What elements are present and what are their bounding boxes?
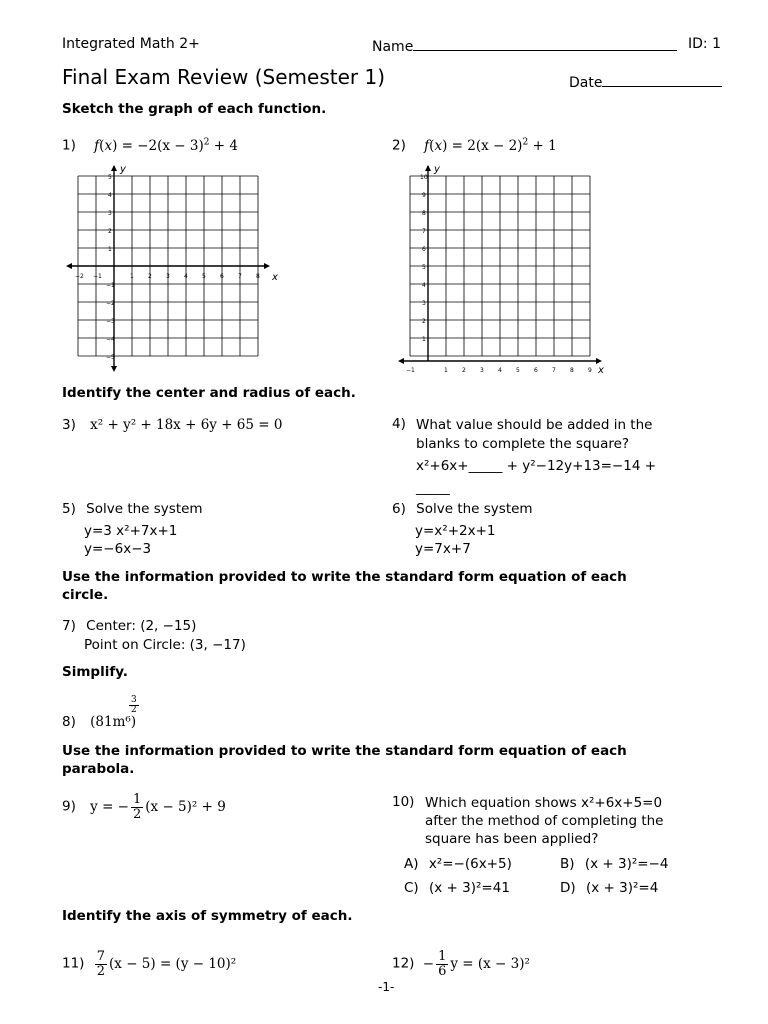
y-tick: 3 bbox=[422, 300, 426, 307]
x-tick: 5 bbox=[516, 367, 520, 374]
arrow-up-icon bbox=[425, 165, 431, 171]
axis-equation bbox=[93, 949, 237, 979]
choice-label: D) bbox=[560, 880, 576, 896]
y-tick: 1 bbox=[422, 336, 426, 343]
x-tick: 5 bbox=[202, 273, 206, 280]
y-tick: 2 bbox=[422, 318, 426, 325]
question-2: 2) $f(x) = 2(x - 2)^2 + 1$ bbox=[392, 137, 557, 154]
x-tick: 3 bbox=[166, 273, 170, 280]
x-axis-label: x bbox=[598, 365, 604, 374]
y-tick: 1 bbox=[108, 246, 112, 253]
eq-suffix: (x − 5) = (y − 10)² bbox=[109, 955, 237, 972]
y-tick: −5 bbox=[106, 354, 115, 361]
choice-equation: (x + 3)²=−4 bbox=[584, 856, 669, 872]
eq-suffix: (x − 5)² + 9 bbox=[145, 798, 226, 815]
choice-d[interactable] bbox=[560, 880, 658, 896]
y-tick: −3 bbox=[106, 318, 115, 325]
question-11 bbox=[62, 950, 236, 978]
question-number: 9) bbox=[62, 798, 76, 815]
fraction-denominator: 2 bbox=[133, 806, 142, 822]
y-tick: 4 bbox=[108, 192, 112, 199]
x-tick: 8 bbox=[256, 273, 260, 280]
question-6-text: Solve the system bbox=[416, 501, 533, 517]
date-label: Date bbox=[569, 75, 603, 91]
func-name: f bbox=[424, 137, 430, 154]
choice-equation: x²=−(6x+5) bbox=[428, 856, 512, 872]
x-tick: 4 bbox=[498, 367, 502, 374]
graph-2-grid[interactable] bbox=[394, 162, 612, 374]
x-tick: 4 bbox=[184, 273, 188, 280]
y-tick: 7 bbox=[422, 228, 426, 235]
x-tick: −2 bbox=[75, 273, 84, 280]
question-4 bbox=[392, 416, 406, 432]
question-number: 5) bbox=[62, 501, 76, 517]
id-label: ID: 1 bbox=[688, 36, 721, 52]
question-number: 4) bbox=[392, 416, 406, 432]
question-4-equation: x²+6x+_____ + y²−12y+13=−14 + _____ bbox=[416, 458, 657, 496]
question-number: 8) bbox=[62, 714, 76, 730]
fractional-exponent bbox=[127, 695, 141, 715]
func-arg: x bbox=[434, 137, 443, 154]
fraction-denominator: 2 bbox=[96, 963, 106, 979]
choice-a[interactable] bbox=[404, 856, 512, 872]
x-tick: 7 bbox=[552, 367, 556, 374]
choice-equation: (x + 3)²=4 bbox=[585, 880, 659, 896]
eq-suffix: y = (x − 3)² bbox=[450, 955, 530, 972]
section-parabola-info: Use the information provided to write the standard form equation of each parabola. bbox=[62, 743, 627, 777]
exponent-numerator: 3 bbox=[131, 694, 137, 705]
fraction-numerator: 1 bbox=[438, 949, 447, 964]
y-tick: −2 bbox=[106, 300, 115, 307]
x-tick: 1 bbox=[444, 367, 448, 374]
circle-equation: x² + y² + 18x + 6y + 65 = 0 bbox=[90, 417, 283, 433]
question-10 bbox=[392, 794, 414, 810]
y-tick: 9 bbox=[422, 192, 426, 199]
question-number: 11) bbox=[62, 955, 85, 972]
y-tick: 3 bbox=[108, 210, 112, 217]
question-number: 3) bbox=[62, 417, 76, 433]
choice-c[interactable] bbox=[404, 880, 510, 896]
system-eq-1: y=x²+2x+1 bbox=[415, 523, 496, 539]
y-tick: −1 bbox=[106, 282, 115, 289]
graph-1-grid[interactable] bbox=[62, 162, 280, 374]
question-10-text: Which equation shows x²+6x+5=0 after the method of completing the square has been applied? bbox=[425, 795, 664, 847]
page-number: -1- bbox=[378, 980, 395, 994]
func-body: = −2(x − 3) bbox=[121, 137, 204, 154]
x-tick: −1 bbox=[93, 273, 102, 280]
section-center-radius: Identify the center and radius of each. bbox=[62, 385, 356, 401]
x-tick: 7 bbox=[238, 273, 242, 280]
func-arg: x bbox=[104, 137, 113, 154]
question-5 bbox=[62, 501, 203, 517]
arrow-right-icon bbox=[596, 358, 602, 364]
axis-equation bbox=[422, 949, 530, 979]
question-6 bbox=[392, 501, 533, 517]
exponent-denominator: 2 bbox=[131, 705, 137, 715]
section-simplify: Simplify. bbox=[62, 664, 128, 680]
question-8 bbox=[62, 714, 136, 730]
date-field[interactable] bbox=[569, 72, 722, 91]
fraction-numerator: 1 bbox=[133, 792, 142, 807]
x-tick: −1 bbox=[406, 367, 415, 374]
fraction-denominator: 6 bbox=[438, 963, 447, 979]
func-tail: + 4 bbox=[209, 137, 238, 154]
course-name: Integrated Math 2+ bbox=[62, 36, 200, 52]
parabola-equation bbox=[90, 792, 226, 822]
circle-center: Center: (2, −15) bbox=[86, 618, 197, 634]
question-9 bbox=[62, 793, 226, 821]
arrow-left-icon bbox=[66, 263, 72, 269]
question-number: 10) bbox=[392, 794, 415, 810]
question-number: 1) bbox=[62, 137, 76, 154]
section-axis-symmetry: Identify the axis of symmetry of each. bbox=[62, 908, 353, 924]
exponent: 2 bbox=[522, 137, 529, 147]
question-number: 2) bbox=[392, 137, 406, 154]
question-1: 1) $f(x) = -2(x - 3)^2 + 4$ bbox=[62, 137, 238, 154]
choice-label: C) bbox=[404, 880, 419, 896]
question-5-text: Solve the system bbox=[86, 501, 203, 517]
arrow-down-icon bbox=[111, 366, 117, 372]
circle-point: Point on Circle: (3, −17) bbox=[84, 637, 246, 653]
fraction-numerator: 7 bbox=[96, 949, 106, 964]
y-tick: −4 bbox=[106, 336, 115, 343]
question-number: 6) bbox=[392, 501, 406, 517]
section-circle-info: Use the information provided to write the standard form equation of each circle. bbox=[62, 569, 627, 603]
x-tick: 2 bbox=[148, 273, 152, 280]
question-number: 12) bbox=[392, 955, 415, 972]
question-3 bbox=[62, 417, 282, 433]
y-tick: 4 bbox=[422, 282, 426, 289]
name-label: Name bbox=[372, 39, 414, 55]
func-tail: + 1 bbox=[528, 137, 557, 154]
x-tick: 1 bbox=[130, 273, 134, 280]
name-field[interactable] bbox=[372, 36, 677, 55]
x-tick: 6 bbox=[220, 273, 224, 280]
y-tick: 2 bbox=[108, 228, 112, 235]
choice-label: B) bbox=[560, 856, 575, 872]
question-4-text: What value should be added in the blanks to complete the square? bbox=[416, 417, 653, 452]
y-tick: 5 bbox=[422, 264, 426, 271]
exponent: 2 bbox=[203, 137, 210, 147]
question-number: 7) bbox=[62, 618, 76, 634]
y-axis-label: y bbox=[434, 164, 440, 175]
radical-base: (81m⁶) bbox=[90, 714, 137, 730]
section-sketch: Sketch the graph of each function. bbox=[62, 101, 327, 117]
name-blank[interactable] bbox=[413, 36, 677, 51]
arrow-left-icon bbox=[398, 358, 404, 364]
x-tick: 2 bbox=[462, 367, 466, 374]
system-eq-1: y=3 x²+7x+1 bbox=[84, 523, 178, 539]
choice-label: A) bbox=[404, 856, 419, 872]
eq-prefix: y = − bbox=[90, 798, 129, 815]
func-body: = 2(x − 2) bbox=[451, 137, 523, 154]
y-tick: 5 bbox=[108, 174, 112, 181]
eq-prefix: − bbox=[422, 955, 435, 972]
page-title: Final Exam Review (Semester 1) bbox=[62, 65, 385, 89]
system-eq-2: y=−6x−3 bbox=[84, 541, 152, 557]
question-7 bbox=[62, 618, 196, 634]
y-axis-label: y bbox=[120, 164, 126, 175]
arrow-up-icon bbox=[111, 165, 117, 171]
system-eq-2: y=7x+7 bbox=[415, 541, 471, 557]
x-tick: 6 bbox=[534, 367, 538, 374]
y-tick: 8 bbox=[422, 210, 426, 217]
y-tick: 10 bbox=[420, 174, 428, 181]
choice-b[interactable] bbox=[560, 856, 668, 872]
x-tick: 3 bbox=[480, 367, 484, 374]
x-tick: 9 bbox=[588, 367, 592, 374]
func-name: f bbox=[94, 137, 100, 154]
choice-equation: (x + 3)²=41 bbox=[429, 880, 510, 896]
arrow-right-icon bbox=[264, 263, 270, 269]
x-tick: 8 bbox=[570, 367, 574, 374]
question-12 bbox=[392, 950, 530, 978]
date-blank[interactable] bbox=[602, 72, 722, 87]
x-axis-label: x bbox=[272, 272, 278, 283]
y-tick: 6 bbox=[422, 246, 426, 253]
